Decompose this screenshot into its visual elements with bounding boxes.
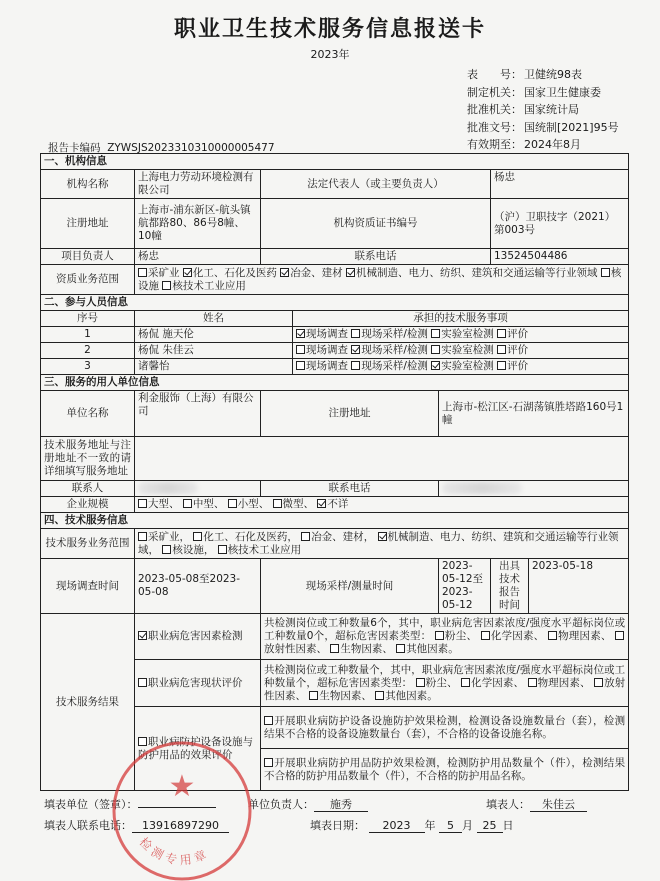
checkbox[interactable] [346, 268, 355, 277]
section-4-header: 四、技术服务信息 [41, 513, 629, 529]
checkbox[interactable] [497, 345, 506, 354]
section-3-header: 三、服务的用人单位信息 [41, 375, 629, 391]
report-year: 2023年 [310, 48, 350, 61]
employer-address-value: 上海市-松江区-石湖荡镇胜塔路160号1幢 [439, 391, 629, 437]
service-scope-label: 技术服务业务范围 [41, 529, 135, 559]
checkbox[interactable] [228, 499, 237, 508]
checkbox[interactable] [264, 716, 273, 725]
checkbox[interactable] [375, 691, 384, 700]
employer-name-label: 单位名称 [41, 391, 135, 437]
service-address-label: 技术服务地址与注册地址不一致的请详细填写服务地址 [41, 437, 135, 481]
staff-name: 杨侃 施天伦 [135, 327, 293, 343]
form-metadata [455, 66, 660, 154]
meta-row: 批准文号： 国统制[2021]95号 [467, 120, 619, 134]
service-result-label: 技术服务结果 [41, 614, 135, 791]
filler-value[interactable]: 朱佳云 [530, 798, 587, 812]
checkbox[interactable] [183, 268, 192, 277]
checkbox[interactable] [601, 268, 610, 277]
checkbox[interactable] [183, 499, 192, 508]
report-time-value: 2023-05-18 [529, 559, 629, 614]
result-assessment-label: 职业病危害现状评价 [135, 660, 261, 707]
meta-row: 制定机关： 国家卫生健康委 [467, 85, 601, 99]
checkbox[interactable] [138, 678, 147, 687]
project-lead-label: 项目负责人 [41, 249, 135, 265]
redacted-block [138, 482, 198, 494]
meta-row: 表 号： 卫健统98表 [467, 68, 582, 81]
checkbox[interactable] [162, 545, 171, 554]
result-detection-label: 职业病危害因素检测 [135, 614, 261, 660]
sampling-time-label: 现场采样/测量时间 [261, 559, 439, 614]
col-items-header: 承担的技术服务事项 [293, 311, 629, 327]
svg-text:★: ★ [168, 769, 196, 804]
result-protection-label: 职业病防护设备设施与防护用品的效果评价 [135, 707, 261, 791]
staff-name: 杨侃 朱佳云 [135, 343, 293, 359]
report-code: 报告卡编码 ZYWSJS2023310310000005477 [48, 142, 275, 154]
org-tel-value: 13524504486 [491, 249, 629, 265]
checkbox[interactable] [435, 631, 444, 640]
checkbox[interactable] [416, 678, 425, 687]
checkbox[interactable] [431, 361, 440, 370]
service-scope-options: 采矿业， 化工、石化及医药， 冶金、建材， 机械制造、电力、纺织、建筑和交通运输等行业领域， 核设施， 核技术工业应用 [135, 529, 629, 559]
org-tel-label: 联系电话 [261, 249, 491, 265]
legal-rep-label: 法定代表人（或主要负责人） [261, 170, 491, 199]
checkbox[interactable] [548, 631, 557, 640]
checkbox[interactable] [162, 281, 171, 290]
col-no-header: 序号 [41, 311, 135, 327]
fill-unit-underline[interactable] [138, 807, 216, 808]
table-row: 3 诸馨怡 现场调查 现场采样/检测 实验室检测 评价 [41, 359, 629, 375]
meta-row: 有效期至： 2024年8月 [467, 138, 581, 152]
employer-address-label: 注册地址 [261, 391, 439, 437]
checkbox[interactable] [461, 678, 470, 687]
checkbox[interactable] [615, 631, 624, 640]
checkbox[interactable] [351, 345, 360, 354]
service-address-value [135, 437, 629, 481]
checkbox[interactable] [431, 329, 440, 338]
table-row: 1 杨侃 施天伦 现场调查 现场采样/检测 实验室检测 评价 [41, 327, 629, 343]
checkbox[interactable] [218, 545, 227, 554]
checkbox[interactable] [296, 329, 305, 338]
unit-head-field: 单位负责人： 施秀 [248, 796, 368, 812]
checkbox[interactable] [309, 691, 318, 700]
employer-tel-value [439, 481, 629, 497]
date-day[interactable]: 25 [477, 819, 503, 833]
org-name-label: 机构名称 [41, 170, 135, 199]
employer-tel-label: 联系电话 [261, 481, 439, 497]
checkbox[interactable] [378, 532, 387, 541]
org-name-value: 上海电力劳动环境检测有限公司 [135, 170, 261, 199]
seal-text: 检测专用章 [136, 834, 213, 868]
sampling-time-value: 2023-05-12至2023-05-12 [439, 559, 491, 614]
checkbox[interactable] [280, 268, 289, 277]
cert-number-value: （沪）卫职技字（2021）第003号 [491, 199, 629, 249]
filler-phone-field: 填表人联系电话： 13916897290 [44, 817, 229, 833]
survey-time-value: 2023-05-08至2023-05-08 [135, 559, 261, 614]
meta-row: 批准机关： 国家统计局 [467, 103, 579, 117]
date-year[interactable]: 2023 [369, 819, 425, 833]
checkbox[interactable] [528, 678, 537, 687]
checkbox[interactable] [138, 532, 147, 541]
contact-value [135, 481, 261, 497]
checkbox[interactable] [301, 532, 310, 541]
checkbox[interactable] [138, 631, 147, 640]
checkbox[interactable] [138, 737, 147, 746]
redacted-block [442, 482, 522, 494]
result-detection-text: 共检测岗位或工种数量6个，其中，职业病危害因素浓度/强度水平超标岗位或工种数量0个，超标危害因素类型： 粉尘、 化学因素、 物理因素、 放射性因素、 生物因素、 其他因素。 [261, 614, 629, 660]
org-address-value: 上海市-浦东新区-航头镇航都路80、86号8幢、10幢 [135, 199, 261, 249]
legal-rep-value: 杨忠 [491, 170, 629, 199]
survey-time-label: 现场调查时间 [41, 559, 135, 614]
staff-name: 诸馨怡 [135, 359, 293, 375]
checkbox[interactable] [138, 499, 147, 508]
employer-name-value: 利金服饰（上海）有限公司 [135, 391, 261, 437]
checkbox[interactable] [193, 532, 202, 541]
checkbox[interactable] [317, 499, 326, 508]
checkbox[interactable] [396, 644, 405, 653]
fill-unit-field: 填表单位（签章）： [44, 796, 216, 812]
contact-label: 联系人 [41, 481, 135, 497]
page-title: 职业卫生技术服务信息报送卡 [173, 17, 486, 42]
fill-date-field: 填表日期： 2023 年 5 月 25 日 [310, 819, 514, 832]
unit-head-value[interactable]: 施秀 [314, 798, 368, 812]
checkbox[interactable] [431, 345, 440, 354]
result-assessment-text: 共检测岗位或工种数量个，其中，职业病危害因素浓度/强度水平超标岗位或工种数量个，超标危害因素类型： 粉尘、 化学因素、 物理因素、 放射性因素、 生物因素、 其他因素。 [261, 660, 629, 707]
section-2-header: 二、参与人员信息 [41, 295, 629, 311]
report-code-value: ZYWSJS2023310310000005477 [107, 142, 275, 154]
checkbox[interactable] [296, 345, 305, 354]
filler-phone-value[interactable]: 13916897290 [132, 819, 229, 833]
checkbox[interactable] [273, 499, 282, 508]
checkbox[interactable] [497, 361, 506, 370]
checkbox[interactable] [497, 329, 506, 338]
checkbox[interactable] [330, 644, 339, 653]
report-time-label: 出具技术报告时间 [491, 559, 529, 614]
checkbox[interactable] [296, 361, 305, 370]
col-name-header: 姓名 [135, 311, 293, 327]
filler-field: 填表人： 朱佳云 [486, 796, 587, 812]
checkbox[interactable] [594, 678, 603, 687]
checkbox[interactable] [138, 268, 147, 277]
company-size-options: 大型、 中型、 小型、 微型、 不详 [135, 497, 629, 513]
checkbox[interactable] [481, 631, 490, 640]
report-form-table [40, 153, 629, 791]
cert-number-label: 机构资质证书编号 [261, 199, 491, 249]
checkbox[interactable] [351, 361, 360, 370]
date-month[interactable]: 5 [439, 819, 462, 833]
qual-scope-label: 资质业务范围 [41, 265, 135, 295]
svg-text:检测专用章 [137, 834, 213, 867]
project-lead-value: 杨忠 [135, 249, 261, 265]
company-size-label: 企业规模 [41, 497, 135, 513]
org-address-label: 注册地址 [41, 199, 135, 249]
checkbox[interactable] [264, 758, 273, 767]
table-row: 2 杨侃 朱佳云 现场调查 现场采样/检测 实验室检测 评价 [41, 343, 629, 359]
section-1-header: 一、机构信息 [41, 154, 629, 170]
qual-scope-options: 采矿业 化工、石化及医药 冶金、建材 机械制造、电力、纺织、建筑和交通运输等行业领域 核设施 核技术工业应用 [135, 265, 629, 295]
result-protection-ppe-text: 开展职业病防护用品防护效果检测，检测防护用品数量个（件），检测结果不合格的防护用品数量个（件），不合格的防护用品名称。 [261, 749, 629, 791]
result-protection-equipment-text: 开展职业病防护设备设施防护效果检测，检测设备设施数量台（套），检测结果不合格的设备设施数量台（套），不合格的设备设施名称。 [261, 707, 629, 749]
checkbox[interactable] [351, 329, 360, 338]
